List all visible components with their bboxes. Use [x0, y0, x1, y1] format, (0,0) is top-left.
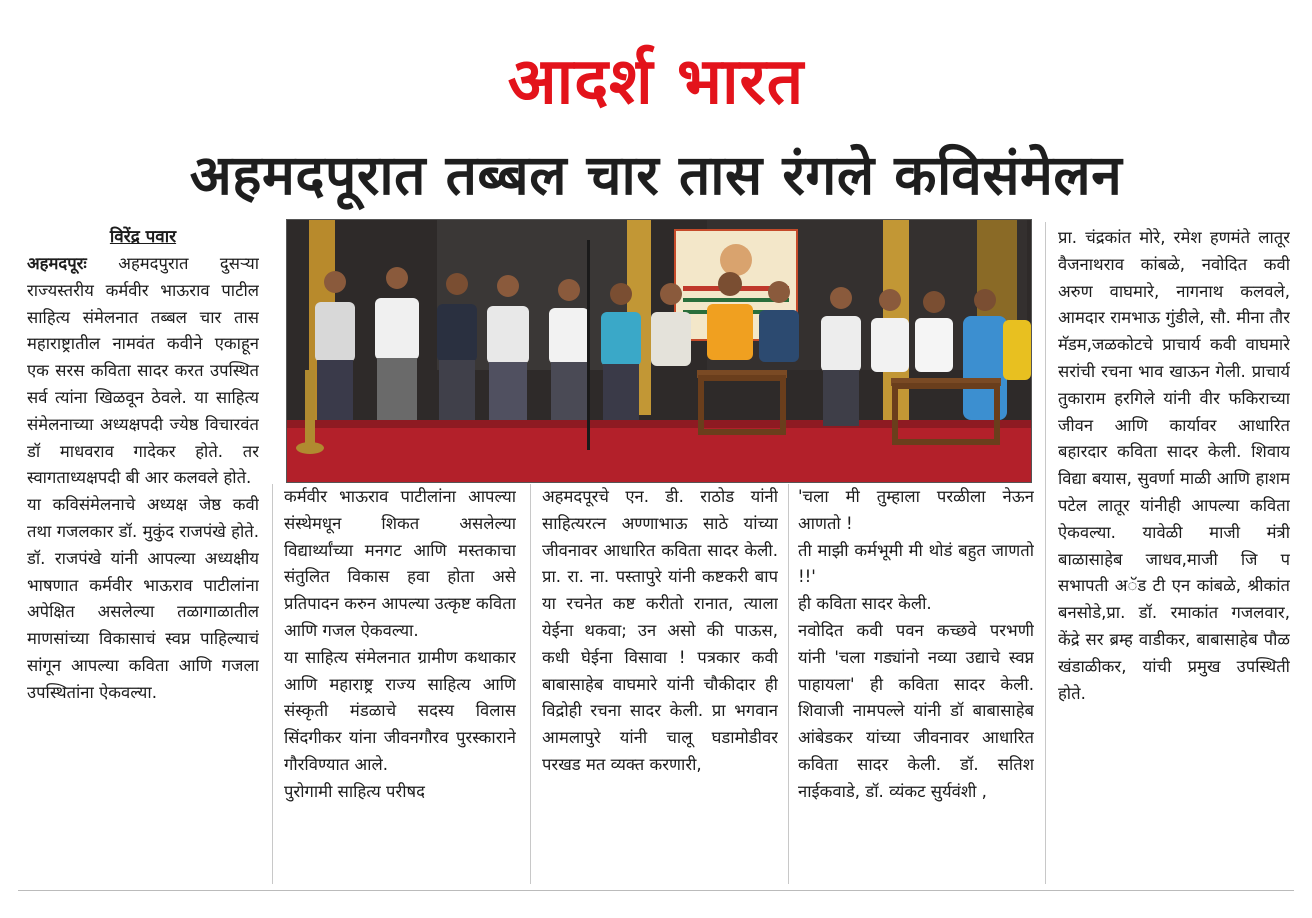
stage-photo-illustration [287, 220, 1031, 482]
article-column-4 [798, 484, 1034, 886]
article-column-5 [1058, 225, 1290, 885]
paragraph: या साहित्य संमेलनात ग्रामीण कथाकार आणि महाराष्ट्र राज्य साहित्य आणि संस्कृती मंडळाचे सदस्य विलास सिंदगीकर यांना जीवनगौरव पुरस्काराने गौरविण्यात आले. [284, 647, 516, 774]
article-column-1 [27, 225, 259, 885]
paragraph: कर्मवीर भाऊराव पाटीलांना आपल्या संस्थेमधून शिकत असलेल्या विद्यार्थ्यांच्या मनगट आणि मस्तकाचा संतुलित विकास हवा होता असे प्रतिपादन करुन आपल्या उत्कृष्ट कविता आणि गजल ऐकवल्या. [284, 487, 516, 640]
masthead-title: आदर्श भारत [507, 45, 805, 119]
poem-line: ती माझी कर्मभूमी मी थोडं बहुत जाणतो !!' [798, 540, 1034, 587]
paragraph: ही कविता सादर केली. [798, 594, 932, 614]
byline: विरेंद्र पवार [109, 227, 177, 247]
paragraph: अहमदपूरचे एन. डी. राठोड यांनी साहित्यरत्न अण्णाभाऊ साठे यांच्या जीवनावर आधारित कविता सादर केली. प्रा. रा. ना. पस्तापुरे यांनी कष्टकरी बाप या रचनेत कष्ट करीतो रानात, त्याला येईना थकवा; उन असो की पाऊस, कधी घेईना विसावा ! पत्रकार कवी बाबासाहेब वाघमारे यांनी चौकीदार ही विद्रोही रचना सादर केली. प्रा भगवान आमलापुरे यांनी चालू घडामोडीवर परखड मत व्यक्त करणारी, [542, 487, 778, 774]
paragraph [27, 251, 259, 492]
column-divider [1045, 222, 1046, 884]
article-column-3 [542, 484, 778, 886]
paragraph-text: अहमदपुरात दुसऱ्या राज्यस्तरीय कर्मवीर भाऊराव पाटील साहित्य संमेलनात तब्बल चार तास महाराष्ट्रातील नामवंत कवीने एकाहून एक सरस कविता सादर करत उपस्थित सर्व त्यांना खिळवून ठेवले. या साहित्य संमेलनाच्या अध्यक्षपदी ज्येष्ठ विचारवंत डॉ माधवराव गादेकर होते. तर स्वागताध्यक्षपदी बी आर कलवले होते. [27, 254, 259, 488]
column-divider [788, 484, 789, 884]
dateline: अहमदपूरः [27, 254, 87, 273]
paragraph: पुरोगामी साहित्य परीषद [284, 781, 425, 801]
column-divider [272, 484, 273, 884]
paragraph: प्रा. चंद्रकांत मोरे, रमेश हणमंते लातूर वैजनाथराव कांबळे, नवोदित कवी अरुण वाघमारे, नागनाथ कलवले, आमदार रामभाऊ गुंडीले, सौ. मीना तौर मॅडम,जळकोटचे प्राचार्य कवी वाघमारे सरांची रचना भाव खाऊन गेली. प्राचार्य तुकाराम हरगिले यांनी वीर फकिराच्या जीवन आणि कार्यावर आधारित बहारदार कविता सादर केली. शिवाय विद्या बयास, सुवर्णा माळी आणि हाशम पटेल लातूर यांनीही आपल्या कविता ऐकवल्या. यावेळी माजी मंत्री बाळासाहेब जाधव,माजी जि प सभापती अॅड टी एन कांबळे, श्रीकांत बनसोडे,प्रा. डॉ. रमाकांत गजलवार, केंद्रे सर ब्रम्ह वाडीकर, बाबासाहेब पौळ खंडाळीकर, यांची प्रमुख उपस्थिती होते. [1058, 228, 1290, 703]
headline: अहमदपूरात तब्बल चार तास रंगले कविसंमेलन [189, 143, 1123, 207]
event-photo [286, 219, 1032, 483]
poem-line: 'चला मी तुम्हाला परळीला नेऊन आणतो ! [798, 487, 1034, 533]
article-column-2 [284, 484, 516, 886]
bottom-rule [18, 890, 1294, 891]
paragraph: नवोदित कवी पवन कच्छवे परभणी यांनी 'चला गड्यांनो नव्या उद्याचे स्वप्न पाहायला' ही कविता सादर केली. शिवाजी नामपल्ले यांनी डॉ बाबासाहेब आंबेडकर यांच्या जीवनावर आधारित कविता सादर केली. डॉ. सतिश नाईकवाडे, डॉ. व्यंकट सुर्यवंशी , [798, 620, 1034, 801]
column-divider [530, 484, 531, 884]
paragraph: या कविसंमेलनाचे अध्यक्ष जेष्ठ कवी तथा गजलकार डॉ. मुकुंद राजपंखे होते. डॉ. राजपंखे यांनी आपल्या अध्यक्षीय भाषणात कर्मवीर भाऊराव पाटीलांना अपेक्षित असलेल्या तळागाळातील माणसांच्या विकासाचं स्वप्न पाहिल्याचं सांगून आपल्या कविता आणि गजला उपस्थितांना ऐकवल्या. [27, 495, 259, 702]
